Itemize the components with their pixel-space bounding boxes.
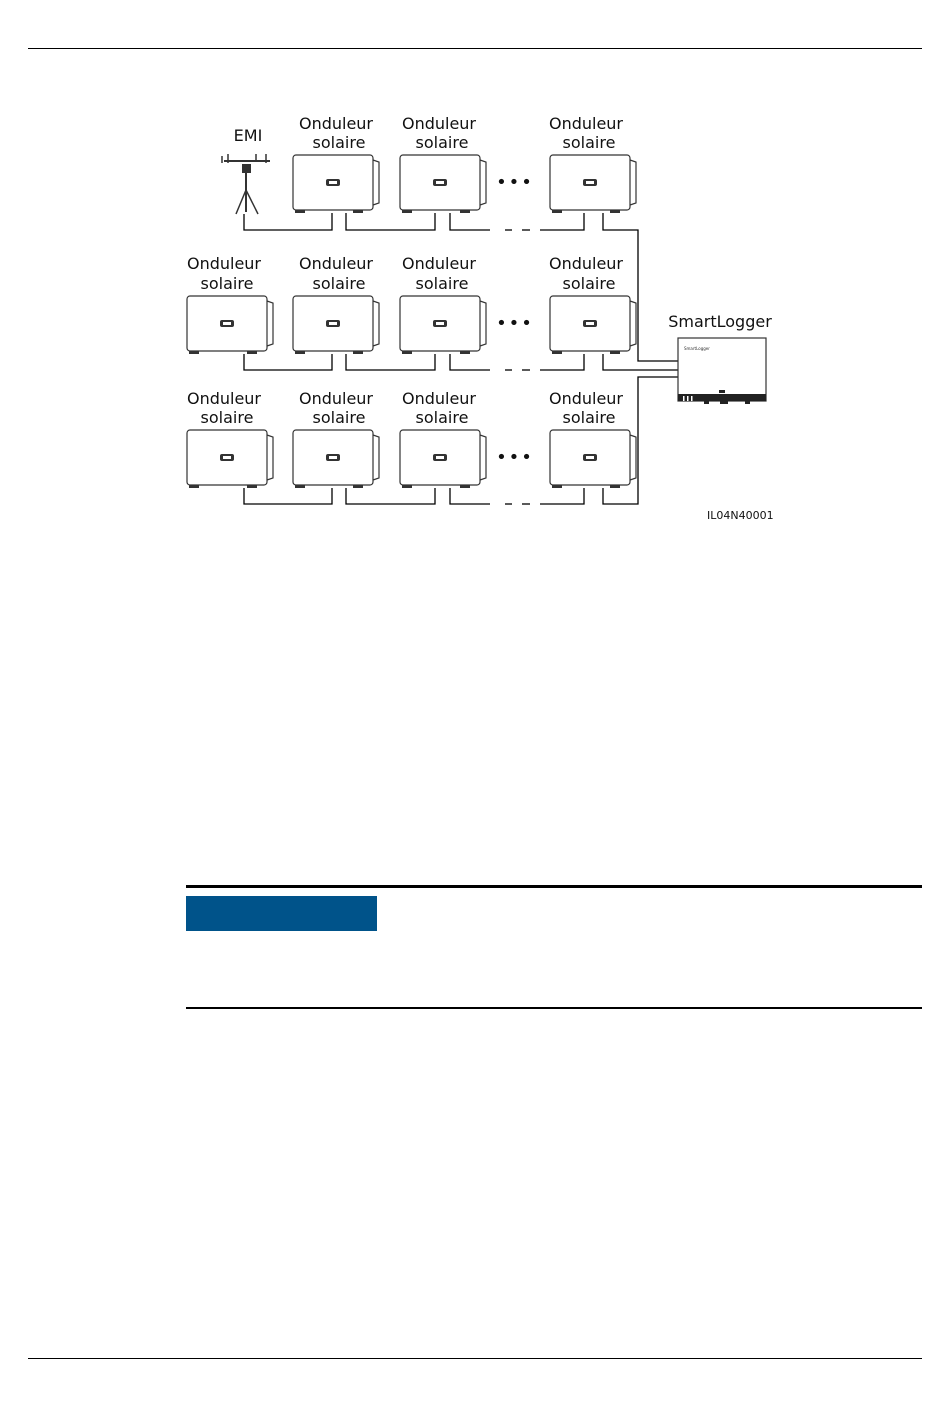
inverter-label-line1: Onduleur — [401, 114, 477, 133]
inverter-label-line2: solaire — [562, 408, 616, 427]
network-diagram — [0, 0, 950, 560]
inverter-r2-c2 — [293, 296, 379, 354]
note-top-rule — [186, 885, 922, 888]
ellipsis-row2: ••• — [496, 313, 534, 334]
smartlogger-device-text: SmartLogger — [684, 346, 710, 351]
inverter-label-line2: solaire — [415, 133, 469, 152]
inverter-label-line2: solaire — [312, 408, 366, 427]
inverter-r2-c1 — [187, 296, 273, 354]
inverter-label-line1: Onduleur — [401, 254, 477, 273]
inverter-r1-c1 — [293, 155, 379, 213]
inverter-label-line1: Onduleur — [401, 389, 477, 408]
inverter-label-line1: Onduleur — [186, 389, 262, 408]
emi-sensor-icon — [222, 154, 270, 214]
inverter-label-line2: solaire — [200, 274, 254, 293]
emi-label: EMI — [233, 126, 263, 145]
note-badge — [186, 896, 377, 931]
inverter-label-line2: solaire — [562, 274, 616, 293]
inverter-label-line2: solaire — [200, 408, 254, 427]
ellipsis-row3: ••• — [496, 447, 534, 468]
inverter-label-line1: Onduleur — [298, 389, 374, 408]
inverter-label-line2: solaire — [415, 408, 469, 427]
inverter-r3-c1 — [187, 430, 273, 488]
inverter-label-line1: Onduleur — [548, 114, 624, 133]
inverter-label-line1: Onduleur — [548, 389, 624, 408]
inverter-label-line1: Onduleur — [298, 114, 374, 133]
inverter-label-line1: Onduleur — [548, 254, 624, 273]
inverter-label-line2: solaire — [312, 133, 366, 152]
inverter-r1-c4 — [550, 155, 636, 213]
inverter-label-line1: Onduleur — [298, 254, 374, 273]
inverter-r2-c3 — [400, 296, 486, 354]
inverter-r3-c4 — [550, 430, 636, 488]
inverter-r3-c2 — [293, 430, 379, 488]
inverter-r3-c3 — [400, 430, 486, 488]
inverter-label-line2: solaire — [562, 133, 616, 152]
inverter-r1-c2 — [400, 155, 486, 213]
inverter-label-line2: solaire — [312, 274, 366, 293]
inverter-label-line1: Onduleur — [186, 254, 262, 273]
ellipsis-row1: ••• — [496, 172, 534, 193]
figure-id: IL04N40001 — [707, 509, 774, 522]
inverter-label-line2: solaire — [415, 274, 469, 293]
smartlogger-label: SmartLogger — [668, 312, 772, 331]
inverter-r2-c4 — [550, 296, 636, 354]
note-bottom-rule — [186, 1007, 922, 1009]
footer-rule — [28, 1358, 922, 1359]
